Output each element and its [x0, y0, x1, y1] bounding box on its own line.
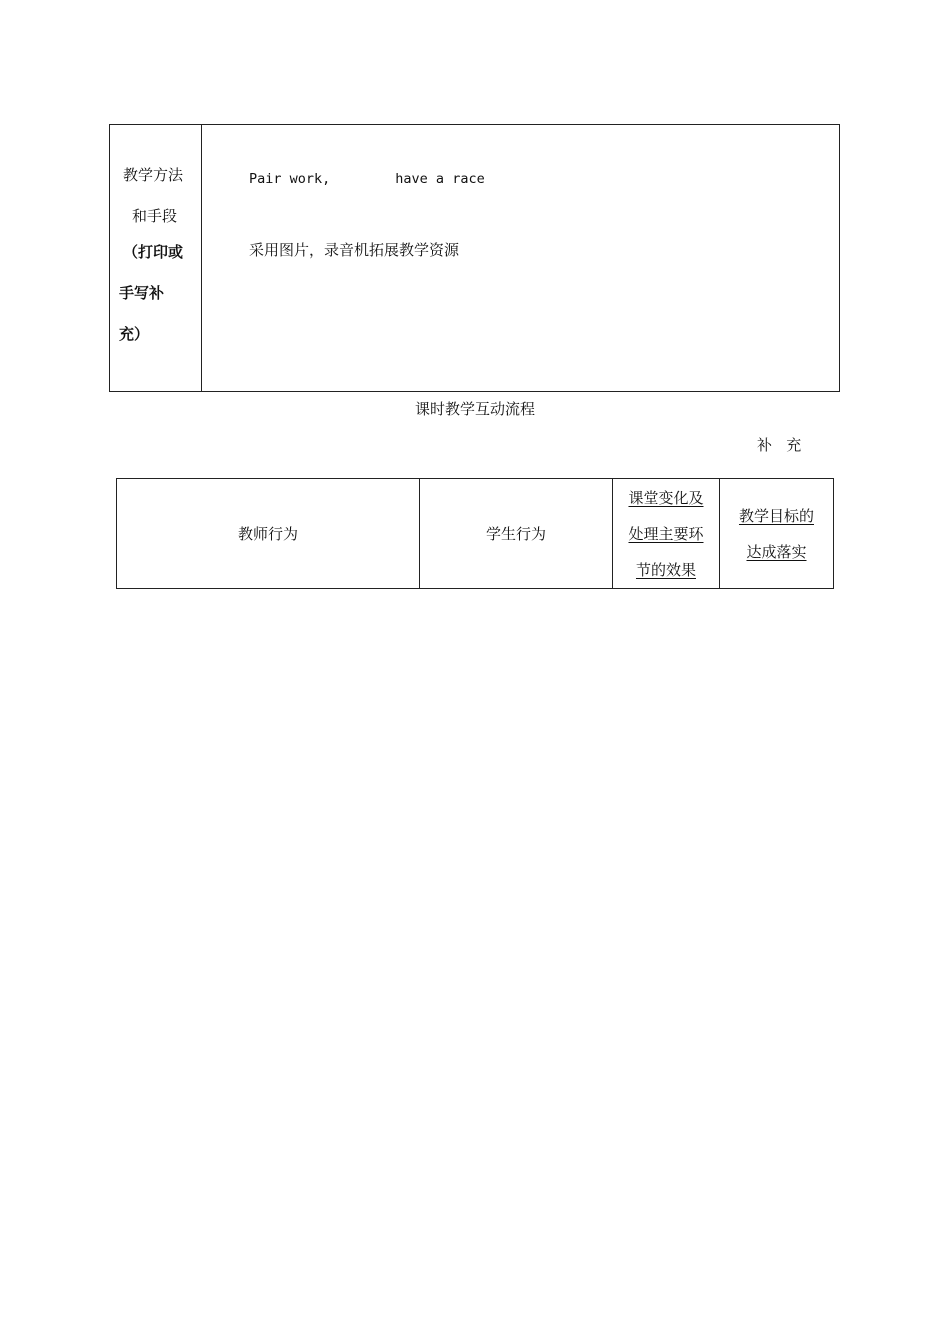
methods-resources-text: 采用图片，录音机拓展教学资源	[249, 241, 460, 259]
student-behavior-header	[420, 479, 612, 588]
methods-label-cell	[110, 125, 201, 391]
goal-achievement-line-1: 教学目标的	[738, 506, 814, 525]
flow-title: 课时教学互动流程	[414, 400, 535, 418]
methods-label-line-1: 教学方法	[123, 166, 184, 184]
supplement-label: 补 充	[757, 436, 802, 454]
goal-achievement-header	[720, 479, 833, 588]
classroom-changes-line-2: 处理主要环	[628, 524, 704, 543]
goal-achievement-line-2: 达成落实	[746, 542, 807, 561]
methods-label-bold-line-3: 充）	[119, 325, 150, 343]
methods-content-cell	[202, 125, 839, 391]
teacher-behavior-header	[117, 479, 419, 588]
methods-table	[109, 124, 840, 392]
classroom-changes-line-3: 节的效果	[635, 560, 696, 579]
student-behavior-text: 学生行为	[485, 525, 546, 543]
methods-label-bold-line-2: 手写补	[119, 284, 165, 302]
classroom-changes-stack	[628, 480, 703, 588]
methods-activities-text: Pair work, have a race	[249, 171, 485, 187]
methods-label-line-2: 和手段	[132, 207, 178, 225]
classroom-changes-line-1: 课堂变化及	[628, 488, 704, 507]
flow-table	[116, 478, 834, 589]
goal-achievement-stack	[739, 498, 814, 570]
teacher-behavior-text: 教师行为	[237, 525, 298, 543]
methods-label-bold-line-1: （打印或	[123, 243, 184, 261]
classroom-changes-header	[613, 479, 719, 588]
